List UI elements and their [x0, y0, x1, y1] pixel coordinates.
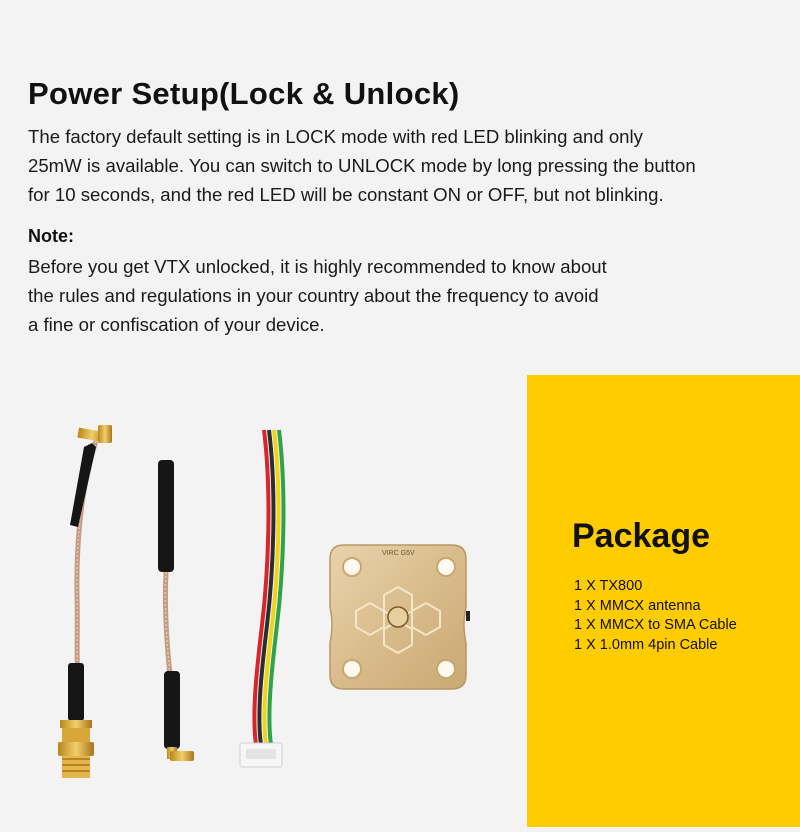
- lock-description-line: The factory default setting is in LOCK mode with red LED blinking and only: [28, 126, 643, 147]
- lock-description-line: for 10 seconds, and the red LED will be constant ON or OFF, but not blinking.: [28, 184, 664, 205]
- note-text-line: a fine or confiscation of your device.: [28, 314, 325, 335]
- package-item: 1 X MMCX to SMA Cable: [574, 617, 737, 633]
- vtx-board: [330, 545, 470, 689]
- package-item: 1 X TX800: [574, 578, 643, 594]
- vtx-label: VIRC G5V: [382, 550, 415, 557]
- mmcx-antenna: [158, 460, 194, 761]
- package-item: 1 X 1.0mm 4pin Cable: [574, 636, 718, 653]
- package-panel: [527, 375, 800, 827]
- sma-cable: [58, 425, 112, 778]
- package-title: Package: [572, 517, 710, 555]
- section-title: Power Setup(Lock & Unlock): [28, 76, 460, 111]
- package-item: 1 X MMCX antenna: [574, 597, 701, 614]
- lock-description: [28, 122, 788, 209]
- note-text-line: Before you get VTX unlocked, it is highly recommended to know about: [28, 256, 607, 277]
- note-label: Note:: [28, 226, 74, 246]
- four-pin-cable: [240, 430, 283, 767]
- note-text-line: the rules and regulations in your country about the frequency to avoid: [28, 285, 599, 306]
- package-list: [574, 577, 737, 655]
- note-text: [28, 252, 708, 339]
- lock-description-line: 25mW is available. You can switch to UNLOCK mode by long pressing the button: [28, 155, 696, 176]
- product-photo: [0, 375, 527, 827]
